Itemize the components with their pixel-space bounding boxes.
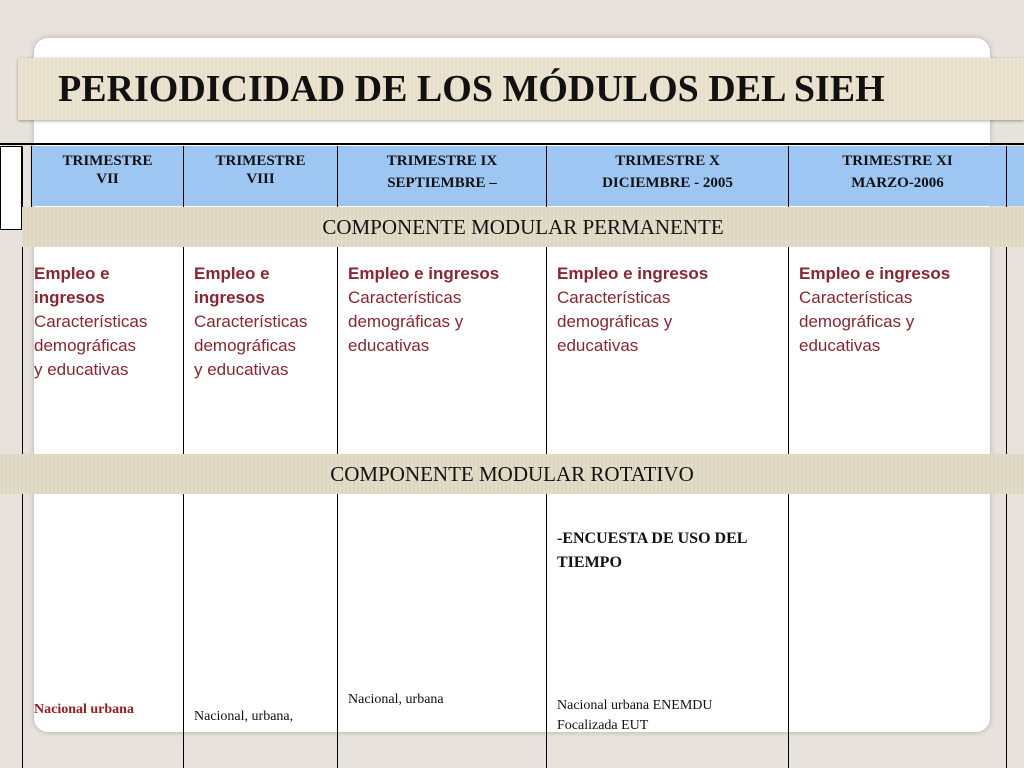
coverage-note-vii: Nacional urbana — [34, 702, 134, 717]
page-title: PERIODICIDAD DE LOS MÓDULOS DEL SIEH — [58, 68, 885, 110]
header-line2: DICIEMBRE - 2005 — [602, 175, 733, 191]
header-line2: VIII — [246, 171, 275, 187]
cell-module-detail: Características demográficas y educativas — [34, 312, 148, 379]
header-line2: SEPTIEMBRE – — [387, 175, 497, 191]
header-line1: TRIMESTRE XI — [842, 153, 953, 169]
table-top-border — [0, 143, 1024, 145]
header-line1: TRIMESTRE X — [615, 153, 720, 169]
coverage-note-viii: Nacional, urbana, — [194, 709, 294, 724]
coverage-note-ix: Nacional, urbana — [348, 692, 444, 707]
band-componente-permanente: COMPONENTE MODULAR PERMANENTE — [22, 207, 1024, 247]
permanent-cell-xi — [799, 262, 1004, 358]
header-trimestre-x — [547, 146, 788, 206]
cell-module-detail: Características demográficas y educativas — [348, 288, 464, 355]
cell-module-title: Empleo e ingresos — [194, 264, 270, 307]
cell-module-title: Empleo e ingresos — [34, 264, 110, 307]
coverage-note-x: Nacional urbana ENEMDU Focalizada EUT — [557, 698, 713, 733]
header-line1: TRIMESTRE IX — [386, 153, 498, 169]
header-trimestre-vii — [32, 146, 183, 206]
cell-module-title: Empleo e ingresos — [799, 264, 951, 283]
header-line1: TRIMESTRE — [62, 153, 153, 169]
permanent-cell-x — [557, 262, 785, 358]
header-line2: MARZO-2006 — [851, 175, 944, 191]
cell-module-detail: Características demográficas y educativas — [194, 312, 308, 379]
eut-survey-title: -ENCUESTA DE USO DEL TIEMPO — [557, 530, 747, 571]
permanent-cell-viii — [194, 262, 336, 382]
permanent-cell-vii — [34, 262, 182, 382]
header-trimestre-ix — [338, 146, 546, 206]
header-line2: VII — [96, 171, 119, 187]
title-banner — [18, 58, 1024, 120]
header-trimestre-xi — [789, 146, 1006, 206]
header-cell-partial — [1007, 146, 1024, 206]
header-trimestre-viii — [184, 146, 337, 206]
header-line1: TRIMESTRE — [215, 153, 306, 169]
grid-line — [31, 146, 32, 208]
cell-module-detail: Características demográficas y educativas — [799, 288, 915, 355]
cell-module-title: Empleo e ingresos — [348, 264, 500, 283]
cell-module-title: Empleo e ingresos — [557, 264, 709, 283]
cell-module-detail: Características demográficas y educativas — [557, 288, 673, 355]
table-left-stub — [0, 146, 22, 230]
band-componente-rotativo: COMPONENTE MODULAR ROTATIVO — [0, 454, 1024, 494]
permanent-cell-ix — [348, 262, 544, 358]
